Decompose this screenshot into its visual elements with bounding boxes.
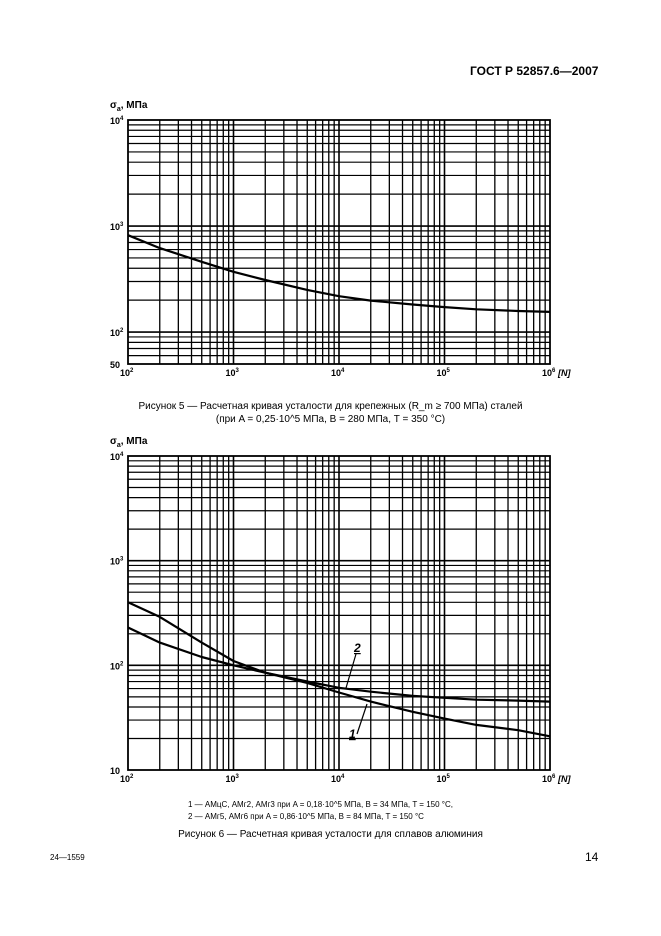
fig6-ytick-base: 10: [110, 766, 121, 776]
fig5-ytick-exp: 2: [120, 328, 124, 335]
footer-code: 24—1559: [50, 853, 85, 862]
fig6-ytick-exp: 4: [120, 452, 124, 458]
fig6-xtick-base: 10: [331, 774, 342, 784]
fig6-notes: [188, 799, 453, 823]
fig6-caption: Рисунок 6 — Расчетная кривая усталости для сплавов алюминия: [178, 829, 483, 840]
fig5-xtick-exp: 5: [446, 368, 450, 374]
fig5-xtick-exp: 3: [235, 368, 239, 374]
fig5-y-axis-label: $\sigma_a$, МПа: [110, 100, 148, 113]
fig6-xtick-label: [437, 774, 451, 784]
fig5-caption-line2: (при A = 0,25·10^5 МПа, B = 280 МПа, T = 350 °С): [215, 414, 446, 425]
document-code: ГОСТ Р 52857.6—2007: [470, 64, 599, 78]
fig6-ytick-label: [110, 452, 124, 462]
fig6-ytick-exp: 2: [120, 661, 124, 668]
fig6-x-unit: [N]: [558, 774, 571, 784]
fig5-xtick-base: 10: [225, 368, 236, 378]
fig5-ytick-base: 50: [110, 360, 121, 370]
fig6-note-1: 1 — АМцС, АМг2, АМг3 при A = 0,18·10^5 МПа, B = 34 МПа, T = 150 °С,: [188, 800, 453, 809]
fig5-xtick-base: 10: [436, 368, 447, 378]
fig6-xtick-exp: 3: [235, 774, 239, 780]
fig6-ytick-label: [110, 557, 124, 567]
fig5-ytick-base: 10: [110, 222, 121, 233]
fig6-ytick-base: 10: [110, 452, 121, 462]
fig5-ytick-exp: 4: [120, 116, 124, 122]
fig5-ytick-base: 10: [110, 116, 121, 126]
fig6-ytick-base: 10: [110, 661, 121, 672]
fig6-xtick-label: [331, 774, 345, 784]
fig6-xtick-exp: 4: [341, 774, 345, 780]
page-number: 14: [585, 850, 599, 864]
fig6-xtick-exp: 2: [130, 774, 134, 780]
fig6-ytick-base: 10: [110, 556, 121, 567]
fig6-leader-2: [346, 654, 356, 688]
fig5-ytick-base: 10: [110, 328, 121, 339]
fig6-leader-1: [357, 704, 367, 734]
fig5-xtick-exp: 4: [341, 368, 345, 374]
fig6-ytick-exp: 3: [120, 556, 124, 563]
fig6-xtick-label: [120, 774, 134, 784]
fig5-caption-line1: Рисунок 5 — Расчетная кривая усталости для крепежных (R_m ≥ 700 МПа) сталей: [138, 401, 523, 412]
fig5-ytick-exp: 3: [120, 222, 124, 229]
fig5-xtick-base: 10: [331, 368, 342, 378]
fig5-xtick-exp: 6: [552, 368, 556, 374]
fig6-ytick-label: [110, 766, 120, 776]
fig5-x-unit: [N]: [558, 368, 571, 378]
fig6-note-2: 2 — АМг5, АМг6 при A = 0,86·10^5 МПа, B = 84 МПа, T = 150 °С: [188, 812, 424, 821]
fig6-xtick-label: [226, 774, 240, 784]
fig5-xtick-base: 10: [542, 368, 553, 378]
fig6-ytick-label: [110, 661, 124, 671]
fig6-xtick-label: [542, 774, 556, 784]
fig6-annotation-2: 2: [354, 641, 361, 655]
fig6-xtick-exp: 6: [552, 774, 556, 780]
fig6-y-axis-label: $\sigma_a$, МПа: [110, 436, 148, 449]
fig6-xtick-base: 10: [542, 774, 553, 784]
fig6-xtick-base: 10: [120, 774, 131, 784]
fig6-xtick-base: 10: [436, 774, 447, 784]
fig6-xtick-exp: 5: [446, 774, 450, 780]
fig5-xtick-exp: 2: [130, 368, 134, 374]
fig5-xtick-base: 10: [120, 368, 131, 378]
fig6-annotation-1: 1: [349, 727, 356, 741]
fig6-xtick-base: 10: [225, 774, 236, 784]
